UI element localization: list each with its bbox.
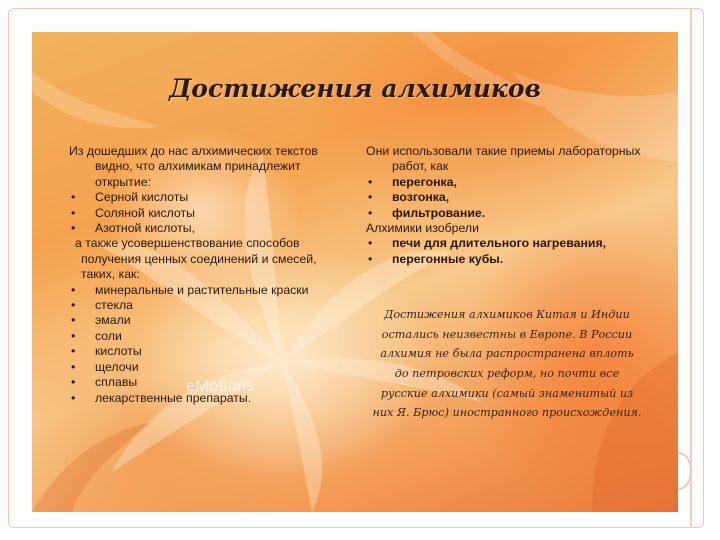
list-item [69,329,329,344]
right-intro-text: Они использовали такие приемы лабораторных работ, как [366,144,641,174]
list-item [366,206,656,221]
techniques-list [366,175,656,221]
bullet-icon: • [368,190,373,205]
bullet-icon: • [71,205,76,220]
list-item-text: Азотной кислоты, [95,221,195,236]
history-note-text: Достижения алхимиков Китая и Индии остались неизвестны в Европе. В России алхимия не была распространена вплоть до петровских реформ, но почти все русские алхимики (самый знаменитый из них Я. Брюс) иностранного происхождения. [372,308,642,420]
list-item [366,252,656,267]
list-item [69,360,329,375]
bullet-icon: • [71,190,76,205]
list-item-text: перегонка, [392,174,457,189]
list-item-text: эмали [95,313,131,328]
emotions-watermark: eMotions [186,378,255,395]
list-item-text: кислоты [95,344,142,359]
bullet-icon: • [71,282,76,297]
list-item [69,298,329,313]
list-item-text: печи для длительного нагревания, [392,236,607,251]
inventions-heading: Алхимики изобрели [366,221,479,236]
bullet-icon: • [71,328,76,343]
list-item [366,236,656,251]
bullet-icon: • [368,174,373,189]
list-item-text: лекарственные препараты. [95,390,252,405]
list-item-text: Соляной кислоты [95,205,195,220]
list-item-text: перегонные кубы. [392,251,504,266]
bullet-icon: • [71,359,76,374]
list-item-text: возгонка, [392,190,450,205]
list-item [69,313,329,328]
left-improvement-text: а также усовершенствование способов получения ценных соединений и смесей, таких, как: [75,236,317,282]
list-item [69,190,329,205]
list-item [69,206,329,221]
frame-right-bar [690,8,692,528]
list-item-text: стекла [95,298,134,313]
list-item-text: минеральные и растительные краски [95,282,309,297]
left-intro-text: Из дошедших до нас алхимических текстов видно, что алхимикам принадлежит открытие: [69,144,318,189]
bullet-icon: • [71,221,76,236]
inventions-list [366,236,656,267]
bullet-icon: • [368,205,373,220]
bullet-icon: • [368,236,373,251]
discoveries-list [69,190,329,236]
left-column [69,144,329,406]
right-column [366,144,656,267]
list-item [69,221,329,236]
list-item-text: сплавы [95,375,138,390]
list-item-text: щелочи [95,359,139,374]
bullet-icon: • [71,390,76,405]
bullet-icon: • [71,298,76,313]
list-item [69,283,329,298]
slide-canvas [32,32,678,512]
list-item-text: Серной кислоты [95,190,189,205]
bullet-icon: • [368,251,373,266]
list-item [69,344,329,359]
bullet-icon: • [71,313,76,328]
bullet-icon: • [71,344,76,359]
list-item-text: соли [95,328,122,343]
bullet-icon: • [71,375,76,390]
list-item [366,190,656,205]
slide-title: Достижения алхимиков [169,74,541,103]
list-item [366,175,656,190]
list-item-text: фильтрование. [392,205,486,220]
